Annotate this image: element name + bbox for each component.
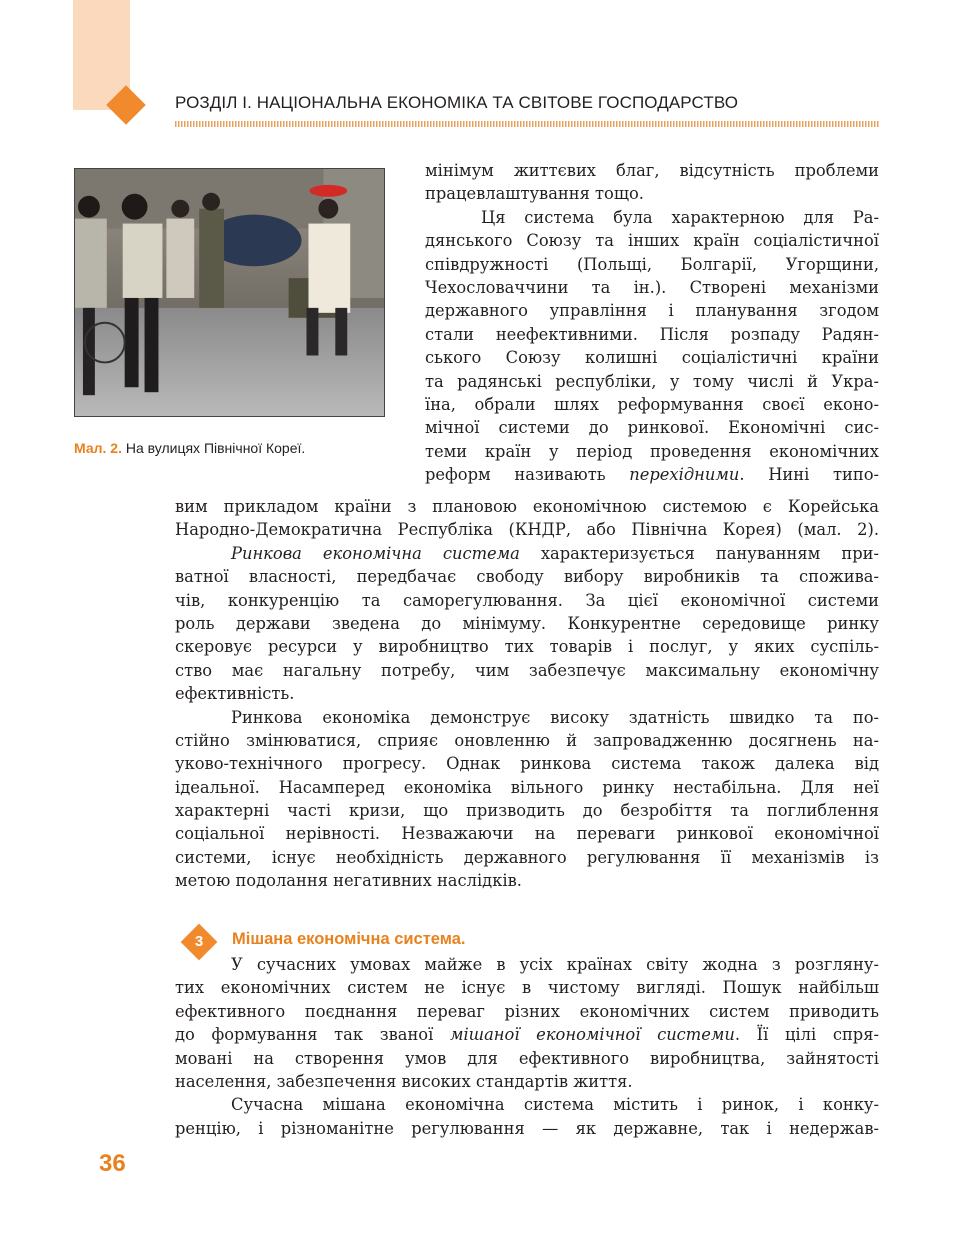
text-line: Ринкова економіка демонструє високу здатність швидко та по- <box>231 707 879 727</box>
text-line: державного управління і планування згодом <box>425 301 879 321</box>
text-line: ефективність. <box>175 684 295 704</box>
text-line: мінімум життєвих благ, відсутність проблеми <box>425 161 879 180</box>
right-column-text <box>425 159 879 486</box>
text-line <box>175 542 879 565</box>
text-line: мічної системи до ринкової. Економічні сис- <box>425 418 879 438</box>
text-line: працевлаштування тощо. <box>425 184 644 204</box>
term-transitional: перехідними <box>629 465 740 485</box>
text-line: вим прикладом країни з плановою економічною системою є Корейська <box>175 497 879 516</box>
text-line: їна, обрали шлях реформування своєї еконо- <box>425 394 879 414</box>
text-line <box>175 1023 879 1046</box>
text-line: роль держави зведена до мінімуму. Конкурентне середовище ринку <box>175 613 879 633</box>
text-line: характерні часті кризи, що призводить до безробіття та поглиблення <box>175 801 879 821</box>
photo-north-korea-street <box>74 168 385 417</box>
term-market-system: Ринкова економічна система <box>231 543 520 563</box>
text-line: мовані на створення умов для ефективного виробництва, зайнятості <box>175 1048 879 1068</box>
term-mixed-system: мішаної економічної системи <box>449 1025 735 1045</box>
text-line: ство має нагальну потребу, чим забезпечує максимальну економічну <box>175 660 879 680</box>
figure-label: Мал. 2. <box>74 440 122 456</box>
text-line: Сучасна мішана економічна система містить і ринок, і конку- <box>231 1095 879 1115</box>
section-number: 3 <box>194 933 204 950</box>
text-line: У сучасних умовах майже в усіх країнах світу жодна з розгляну- <box>231 955 879 974</box>
text-line: дянського Союзу та інших країн соціалістичної <box>425 231 879 251</box>
header-dotted-rule <box>175 121 880 127</box>
text-line: співдружності (Польщі, Болгарії, Угорщини, <box>425 254 879 274</box>
mixed-system-text <box>175 953 879 1140</box>
text-run: . Її цілі спря- <box>734 1025 879 1045</box>
figure-caption-text: На вулицях Північної Кореї. <box>121 440 306 456</box>
text-line: Народно-Демократична Республіка (КНДР, або Північна Корея) (мал. 2). <box>175 520 879 540</box>
text-line: стійно змінюватися, сприяє оновленню й запровадженню досягнень на- <box>175 730 879 750</box>
text-line: ватної власності, передбачає свободу вибору виробників та спожива- <box>175 567 879 587</box>
text-line: чів, конкуренцію та саморегулювання. За цієї економічної системи <box>175 590 879 610</box>
text-line: та радянські республіки, у тому числі й Укра- <box>425 371 879 391</box>
text-line: Чехословаччини та ін.). Створені механізми <box>425 277 879 297</box>
text-line: Ця система була характерною для Ра- <box>481 207 879 227</box>
text-line: соціальної нерівності. Незважаючи на переваги ринкової економічної <box>175 824 879 844</box>
figure-caption <box>74 440 404 456</box>
section-title: Мішана економічна система. <box>232 930 466 948</box>
text-run: реформ називають <box>425 465 630 485</box>
text-line: тих економічних систем не існує в чистому вигляді. Пошук найбільш <box>175 978 879 998</box>
text-line: ського Союзу колишні соціалістичні країни <box>425 348 879 368</box>
page-number: 36 <box>99 1150 126 1177</box>
text-line: ефективного поєднання переваг різних економічних систем приводить <box>175 1001 879 1021</box>
text-run: характеризується пануванням при- <box>519 543 879 563</box>
text-line: ренцію, і різноманітне регулювання — як державне, так і недержав- <box>175 1118 879 1138</box>
text-line: ідеальної. Насамперед економіка вільного ринку нестабільна. Для неї <box>175 777 879 797</box>
text-run: . Нині типо- <box>739 465 879 485</box>
text-line: уково-технічного прогресу. Однак ринкова система також далека від <box>175 754 879 774</box>
text-run: до формування так званої <box>175 1025 450 1045</box>
text-line: стали неефективними. Після розпаду Радян- <box>425 324 879 344</box>
text-line: метою подолання негативних наслідків. <box>175 871 522 891</box>
photo-illustration <box>75 169 384 416</box>
text-line: скеровує ресурси у виробництво тих товарів і послуг, у яких суспіль- <box>175 637 879 657</box>
chapter-title: РОЗДІЛ І. НАЦІОНАЛЬНА ЕКОНОМІКА ТА СВІТОВЕ ГОСПОДАРСТВО <box>175 93 739 112</box>
text-line <box>425 463 879 486</box>
full-width-text <box>175 495 879 893</box>
text-line: населення, забезпечення високих стандартів життя. <box>175 1071 633 1091</box>
text-line: системи, існує необхідність державного регулювання її механізмів із <box>175 847 879 867</box>
text-line: теми країн у період проведення економічних <box>425 441 879 461</box>
